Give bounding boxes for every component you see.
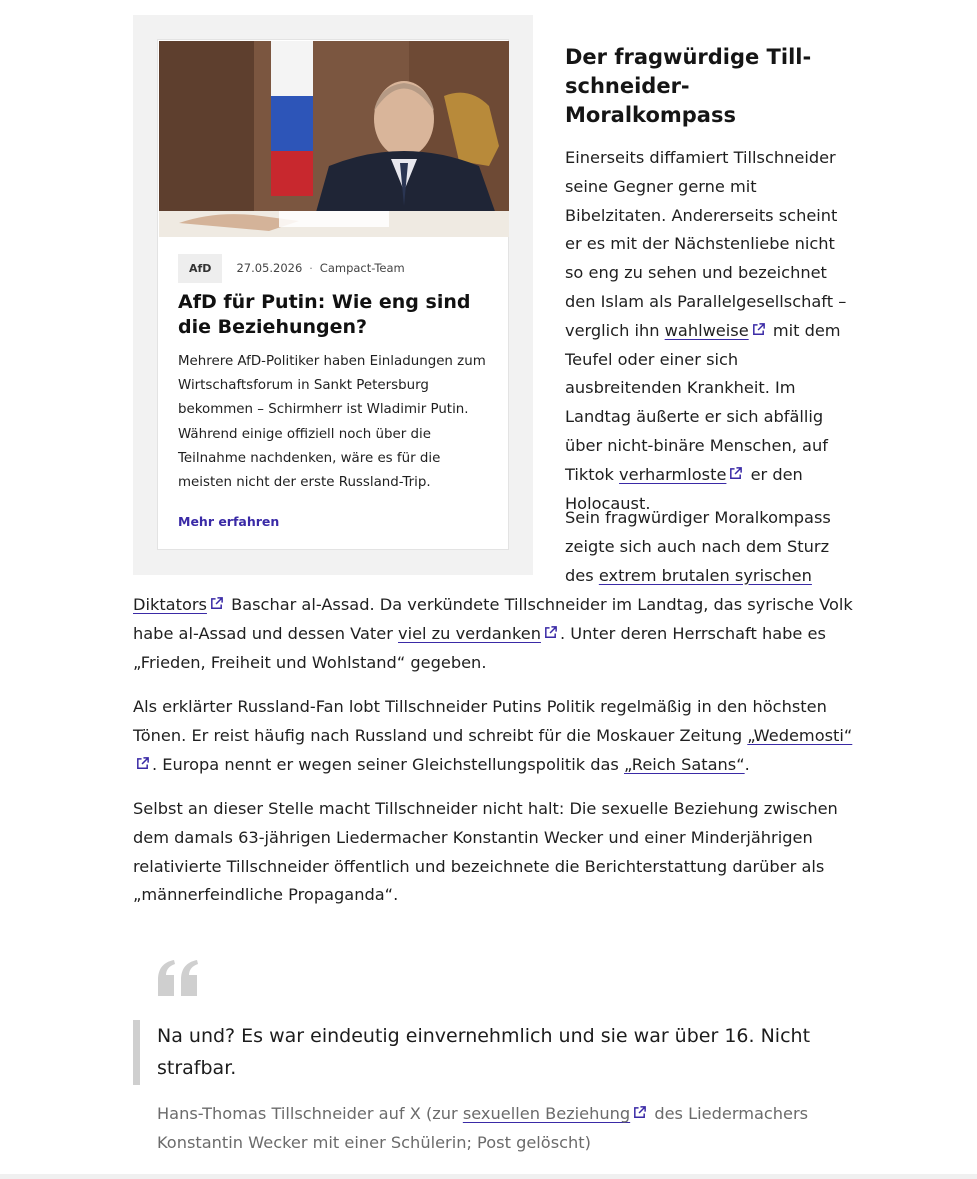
article-meta — [178, 253, 405, 283]
quote-source-text: Hans-Thomas Tillschneider auf X (zur — [157, 1104, 463, 1123]
related-article-card[interactable] — [157, 39, 509, 550]
paragraph-4: Selbst an dieser Stelle macht Tillschneider nicht halt: Die sexuelle Beziehung zwischen dem damals 63-jährigen Liedermacher Konstantin Wecker und einer Minderjährigen relativierte Tillschneider öffentlich und bezeichnete die Berichterstattung darüber als „männerfeindliche Propaganda“. — [133, 799, 838, 905]
paragraph-text: Baschar al-Assad. Da verkündete Tillschneider im Landtag, das syrische Volk habe al-Assad und dessen Vater — [133, 595, 853, 643]
external-link-diktators-start[interactable]: extrem brutalen syrischen — [598, 565, 812, 585]
paragraph-text: . Unter deren Herrschaft habe es „Frieden, Freiheit und Wohlstand“ gegeben. — [133, 623, 826, 672]
external-link-diktators[interactable]: Diktators — [133, 595, 207, 614]
read-more-link[interactable]: Mehr erfahren — [178, 514, 280, 529]
paragraph-text: er den Holocaust. — [565, 464, 803, 513]
paragraph-1 — [565, 144, 857, 518]
quote-icon — [156, 958, 200, 998]
related-article-excerpt: Mehrere AfD-Politiker haben Einladungen zum Wirtschaftsforum in Sankt Petersburg bekommen – Schirmherr ist Wladimir Putin. Während einige offiziell noch über die Teilnahme nachdenken, wäre es für die meisten nicht der erste Russland-Trip. — [178, 354, 486, 491]
paragraph-text: . — [744, 754, 750, 774]
internal-link-reich-satans[interactable]: „Reich Satans“ — [624, 754, 745, 774]
article-image-illustration — [159, 41, 509, 237]
external-link-icon[interactable] — [751, 322, 766, 337]
external-link-icon[interactable] — [209, 596, 224, 611]
paragraph-text: Einerseits diffamiert Tillschneider seine Gegner gerne mit Bibelzitaten. Andererseits scheint er es mit der Nächstenliebe nicht so eng zu sehen und bezeichnet den Islam als Parallelgesellschaft – verglich ihn — [565, 148, 847, 340]
bottom-divider — [0, 1174, 977, 1179]
external-link-wahlweise[interactable]: wahlweise — [664, 320, 749, 340]
meta-separator: · — [309, 261, 313, 275]
article-author: Campact-Team — [319, 261, 405, 275]
category-tag[interactable]: AfD — [178, 254, 222, 283]
paragraph-2-start — [565, 504, 857, 590]
paragraph-2 — [133, 591, 863, 677]
quote-bar — [133, 1020, 140, 1085]
quote-source — [157, 1100, 847, 1158]
external-link-verharmloste[interactable]: verharmloste — [619, 464, 727, 484]
paragraph-text: Als erklärter Russland-Fan lobt Tillschneider Putins Politik regelmäßig in den höchsten Tönen. Er reist häufig nach Russland und schreibt für die Moskauer Zeitung — [133, 697, 827, 745]
external-link-icon[interactable] — [728, 466, 743, 481]
paragraph-3 — [133, 693, 863, 779]
external-link-viel-zu-verdanken[interactable]: viel zu verdanken — [398, 623, 541, 643]
paragraph-text: Sein fragwürdiger Moralkompass zeigte sich auch nach dem Sturz des — [565, 508, 831, 585]
external-link-icon[interactable] — [543, 625, 558, 640]
quote-text: Na und? Es war eindeutig einvernehmlich und sie war über 16. Nicht strafbar. — [157, 1025, 811, 1079]
external-link-icon[interactable] — [632, 1105, 647, 1120]
quote-source-text: des Liedermachers Konstantin Wecker mit einer Schülerin; Post gelöscht) — [157, 1104, 809, 1152]
paragraph-text: mit dem Teufel oder einer sich ausbreitenden Krankheit. Im Landtag äußerte er sich abfällig über nicht-binäre Menschen, auf Tiktok — [565, 320, 841, 484]
article-image[interactable] — [159, 41, 509, 237]
external-link-sexuelle-beziehung[interactable]: sexuellen Beziehung — [462, 1104, 631, 1123]
related-article-title[interactable]: AfD für Putin: Wie eng sind die Beziehungen? — [178, 291, 471, 338]
external-link-icon[interactable] — [135, 756, 150, 771]
article-date: 27.05.2026 — [236, 261, 303, 275]
paragraph-text: . Europa nennt er wegen seiner Gleichstellungspolitik das — [152, 754, 624, 774]
section-heading: Der fragwürdige Till-schneider-Moralkompass — [565, 45, 812, 127]
related-article-box — [133, 15, 533, 575]
external-link-wedemosti[interactable]: „Wedemosti“ — [747, 725, 853, 745]
